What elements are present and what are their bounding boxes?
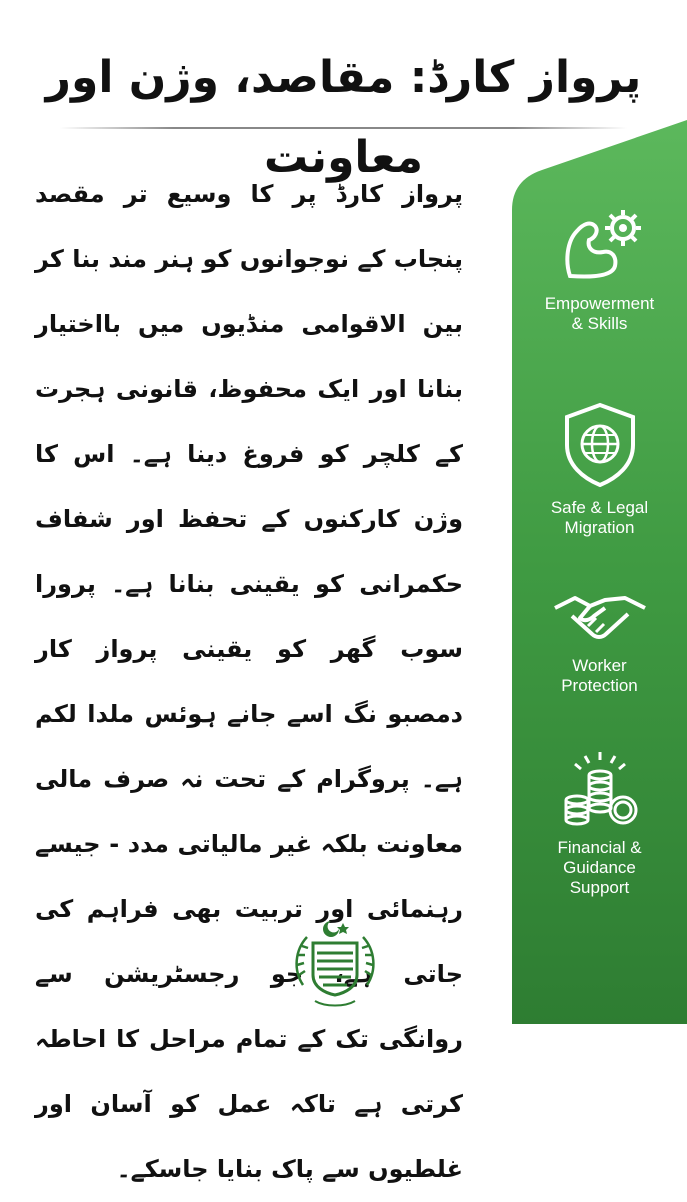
shield-globe-icon [555,400,645,490]
coins-icon [555,750,645,830]
feature-label: Worker [572,656,627,675]
muscle-gear-icon [555,206,645,286]
feature-label: Protection [561,676,638,695]
feature-empowerment [512,206,687,334]
feature-label: Safe & Legal [550,498,649,517]
government-of-punjab-emblem-icon [285,915,385,1015]
feature-label: Support [569,878,630,897]
feature-migration [512,400,687,538]
feature-label: Financial & [557,838,642,857]
feature-sidebar [512,110,687,1024]
feature-label: & Skills [571,314,628,333]
page-title: پرواز کارڈ: مقاصد، وژن اور معاونت [45,52,642,183]
feature-label: Migration [564,518,635,537]
handshake-icon [550,588,650,648]
feature-label: Empowerment [544,294,655,313]
feature-protection [512,588,687,696]
feature-financial [512,750,687,898]
feature-label: Guidance [563,858,636,877]
body-paragraph: پرواز کارڈ پر کا وسیع تر مقصد پنجاب کے نوجوانوں کو ہنر مند بنا کر بین الاقوامی منڈیوں میں بااختیار بنانا اور ایک محفوظ، قانونی ہجرت کے کلچر کو فروغ دینا ہے۔ اس کا وژن کارکنوں کے تحفظ اور شفاف حکمرانی کو یقینی بنانا ہے۔ پرورا سوب گھر کو یقینی پرواز کار دمصبو نگ اسے جانے ہوئس ملدا لکم ہے۔ پروگرام کے تحت نہ صرف مالی معاونت بلکہ غیر مالیاتی مدد - جیسے رہنمائی اور تربیت بھی فراہم کی جاتی ہے، جو رجسٹریشن سے روانگی تک کے تمام مراحل کا احاطہ کرتی ہے تاکہ عمل کو آسان اور غلطیوں سے پاک بنایا جاسکے۔ [35,180,463,1183]
